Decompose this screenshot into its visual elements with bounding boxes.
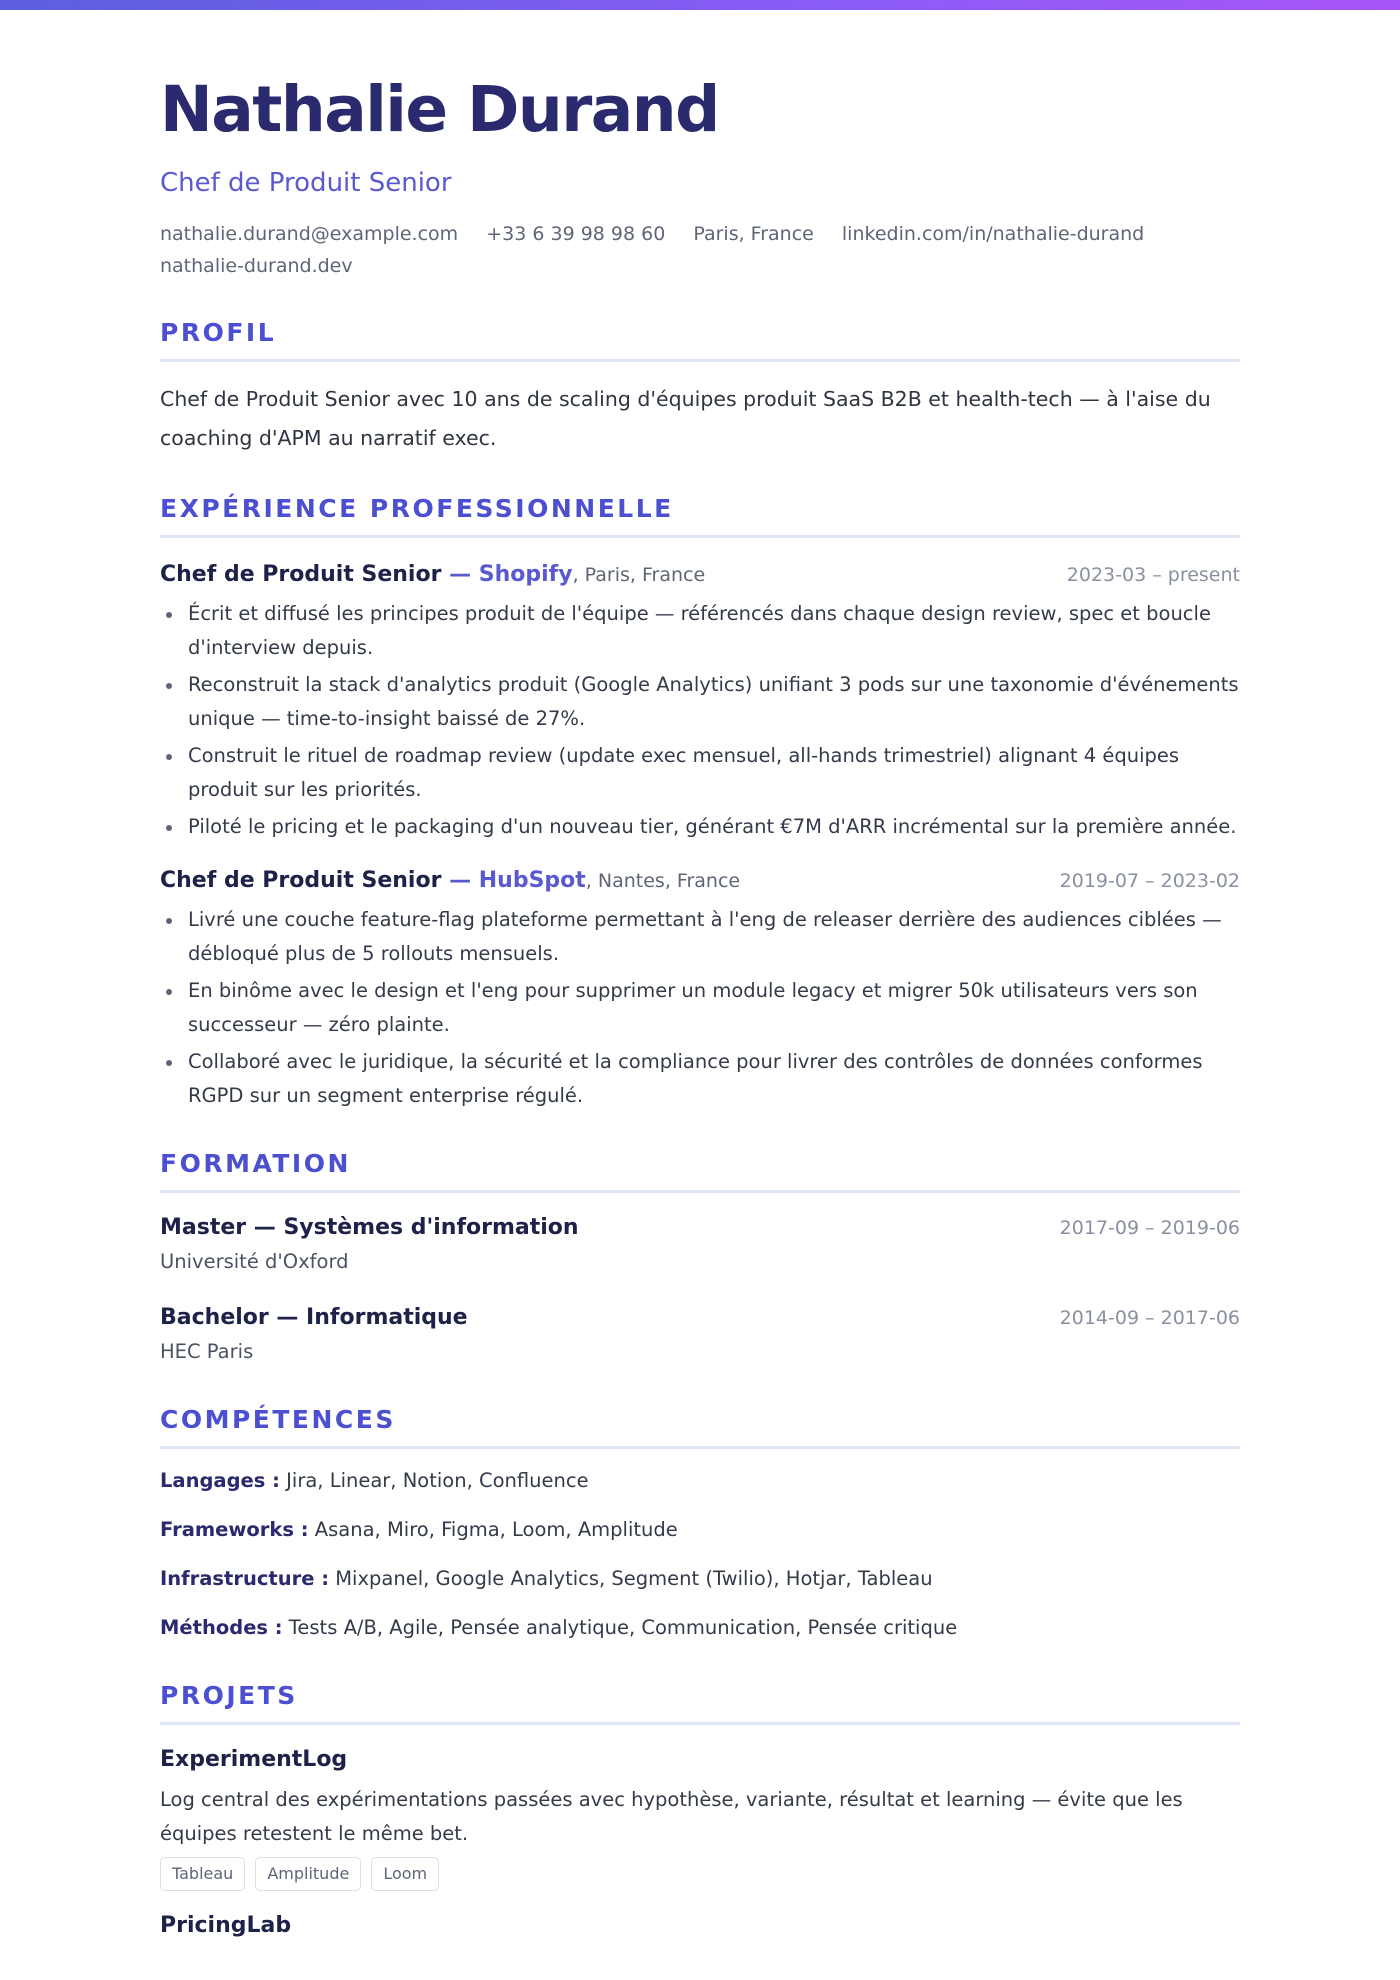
job-location: , Nantes, France <box>585 870 741 892</box>
education-degree: Master — Systèmes d'information <box>160 1215 579 1240</box>
job-title: Chef de Produit Senior <box>160 562 442 587</box>
job-dates: 2023-03 – present <box>1066 564 1240 586</box>
job-dates: 2019-07 – 2023-02 <box>1059 870 1240 892</box>
contact-line <box>160 218 1240 282</box>
list-item: Collaboré avec le juridique, la sécurité et la compliance pour livrer des contrôles de données conformes RGPD sur un segment enterprise régulé. <box>160 1045 1240 1113</box>
list-item: Piloté le pricing et le packaging d'un nouveau tier, générant €7M d'ARR incrémental sur la première année. <box>160 810 1240 844</box>
candidate-title: Chef de Produit Senior <box>160 168 452 198</box>
job-company: — HubSpot <box>441 868 586 893</box>
education-dates: 2014-09 – 2017-06 <box>1059 1307 1240 1329</box>
job-heading <box>160 558 705 593</box>
education-entry <box>160 1301 1240 1369</box>
profile-summary: Chef de Produit Senior avec 10 ans de scaling d'équipes produit SaaS B2B et health-tech — à l'aise du coaching d'APM au narratif exec. <box>160 387 1211 450</box>
list-item: En binôme avec le design et l'eng pour supprimer un module legacy et migrer 50k utilisateurs vers son successeur — zéro plainte. <box>160 974 1240 1042</box>
candidate-name: Nathalie Durand <box>160 73 719 146</box>
contact-website[interactable]: nathalie-durand.dev <box>160 255 353 277</box>
section-heading: PROFIL <box>160 316 1240 362</box>
contact-phone[interactable]: +33 6 39 98 98 60 <box>486 223 666 245</box>
job-header <box>160 558 1240 593</box>
list-item: Écrit et diffusé les principes produit de l'équipe — référencés dans chaque design review, spec et boucle d'interview depuis. <box>160 597 1240 665</box>
job-company: — Shopify <box>441 562 573 587</box>
education-header <box>160 1301 1240 1335</box>
resume-page <box>160 0 1240 1943</box>
education-school: Université d'Oxford <box>160 1250 349 1273</box>
job-bullets <box>160 597 1240 844</box>
project-entry <box>160 1743 1240 1891</box>
projects-section <box>160 1679 1240 1943</box>
skill-values: Tests A/B, Agile, Pensée analytique, Communication, Pensée critique <box>282 1616 958 1639</box>
job-heading <box>160 864 740 899</box>
skill-row <box>160 1562 1240 1596</box>
contact-location: Paris, France <box>693 223 814 245</box>
education-header <box>160 1211 1240 1245</box>
skill-values: Asana, Miro, Figma, Loom, Amplitude <box>308 1518 678 1541</box>
job-entry <box>160 558 1240 844</box>
job-title: Chef de Produit Senior <box>160 868 442 893</box>
education-dates: 2017-09 – 2019-06 <box>1059 1217 1240 1239</box>
skill-label: Langages : <box>160 1469 280 1492</box>
section-heading: PROJETS <box>160 1679 1240 1725</box>
skill-label: Infrastructure : <box>160 1567 330 1590</box>
skill-values: Jira, Linear, Notion, Confluence <box>279 1469 589 1492</box>
project-name: ExperimentLog <box>160 1747 348 1772</box>
experience-section <box>160 492 1240 1113</box>
skill-row <box>160 1464 1240 1498</box>
job-location: , Paris, France <box>572 564 706 586</box>
section-heading: FORMATION <box>160 1147 1240 1193</box>
skills-section <box>160 1403 1240 1645</box>
list-item: Livré une couche feature-flag plateforme permettant à l'eng de releaser derrière des audiences ciblées — débloqué plus de 5 rollouts mensuels. <box>160 903 1240 971</box>
project-description: Log central des expérimentations passées avec hypothèse, variante, résultat et learning — évite que les équipes retestent le même bet. <box>160 1788 1183 1845</box>
skill-row <box>160 1513 1240 1547</box>
education-entry <box>160 1211 1240 1279</box>
contact-linkedin[interactable]: linkedin.com/in/nathalie-durand <box>841 223 1145 245</box>
skill-row <box>160 1611 1240 1645</box>
list-item: Reconstruit la stack d'analytics produit (Google Analytics) unifiant 3 pods sur une taxonomie d'événements unique — time-to-insight baissé de 27%. <box>160 668 1240 736</box>
project-tags <box>160 1857 1240 1891</box>
tag-badge: Tableau <box>160 1857 245 1891</box>
education-school: HEC Paris <box>160 1340 254 1363</box>
section-heading: EXPÉRIENCE PROFESSIONNELLE <box>160 492 1240 538</box>
section-heading: COMPÉTENCES <box>160 1403 1240 1449</box>
job-bullets <box>160 903 1240 1113</box>
tag-badge: Loom <box>371 1857 439 1891</box>
list-item: Construit le rituel de roadmap review (update exec mensuel, all-hands trimestriel) alignant 4 équipes produit sur les priorités. <box>160 739 1240 807</box>
education-section <box>160 1147 1240 1369</box>
job-header <box>160 864 1240 899</box>
tag-badge: Amplitude <box>255 1857 361 1891</box>
skill-values: Mixpanel, Google Analytics, Segment (Twilio), Hotjar, Tableau <box>329 1567 933 1590</box>
job-entry <box>160 864 1240 1113</box>
skill-label: Frameworks : <box>160 1518 309 1541</box>
contact-email[interactable]: nathalie.durand@example.com <box>160 223 459 245</box>
project-name: PricingLab <box>160 1913 292 1938</box>
profile-section <box>160 316 1240 458</box>
education-degree: Bachelor — Informatique <box>160 1305 468 1330</box>
project-entry <box>160 1909 1240 1943</box>
skill-label: Méthodes : <box>160 1616 283 1639</box>
